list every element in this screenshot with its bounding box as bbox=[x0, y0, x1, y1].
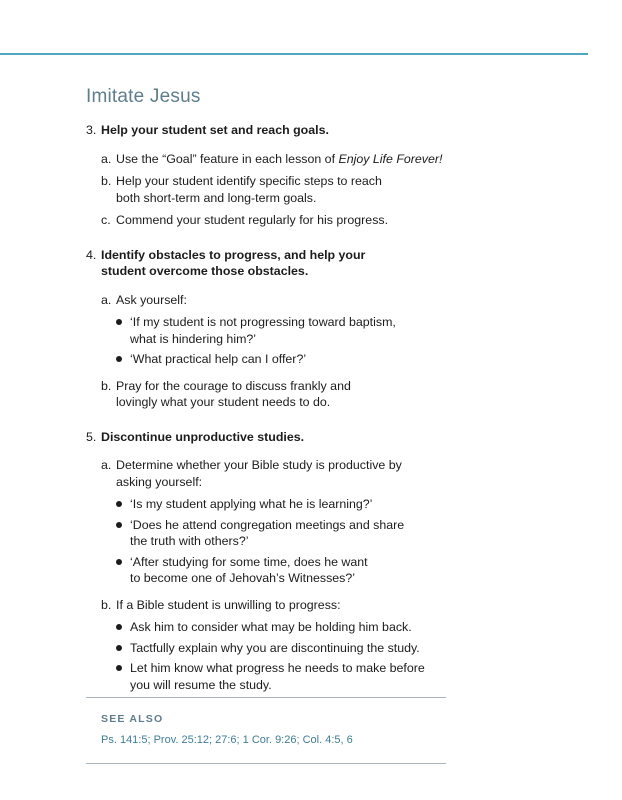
sub-line: lovingly what your student needs to do. bbox=[116, 395, 331, 409]
sub-text: Commend your student regularly for his progress. bbox=[116, 213, 389, 227]
item-heading: Help your student set and reach goals. bbox=[101, 123, 329, 137]
top-accent-rule bbox=[0, 53, 588, 55]
bullet-dot bbox=[116, 645, 122, 651]
bullet-dot bbox=[116, 501, 122, 507]
sub-item bbox=[101, 597, 466, 694]
sub-item bbox=[101, 292, 466, 368]
list-item-4 bbox=[86, 247, 466, 411]
bullet-dot bbox=[116, 665, 122, 671]
see-also-label: SEE ALSO bbox=[101, 713, 164, 725]
bullet-item bbox=[116, 660, 466, 693]
bullet-item bbox=[116, 351, 466, 368]
bullet-line: to become one of Jehovah’s Witnesses?’ bbox=[130, 571, 355, 585]
page-title: Imitate Jesus bbox=[86, 86, 201, 107]
sub-line: asking yourself: bbox=[116, 474, 203, 489]
bullet-line: the truth with others?’ bbox=[130, 534, 249, 548]
sub-line: Pray for the courage to discuss frankly and bbox=[116, 378, 351, 393]
bullet-item bbox=[116, 619, 466, 636]
sub-letter: c. bbox=[101, 213, 111, 227]
item-number: 4. bbox=[86, 247, 97, 262]
sub-letter: a. bbox=[101, 458, 112, 472]
bullet-item bbox=[116, 517, 466, 550]
bullet-line: ‘If my student is not progressing toward baptism, bbox=[130, 315, 396, 329]
bullet-item bbox=[116, 314, 466, 347]
see-also-box bbox=[86, 697, 446, 764]
bullet-dot bbox=[116, 624, 122, 630]
item-heading: Identify obstacles to progress, and help your bbox=[101, 247, 366, 262]
bullet-dot bbox=[116, 522, 122, 528]
sub-letter: a. bbox=[101, 292, 112, 307]
bullet-line: ‘After studying for some time, does he want bbox=[130, 554, 368, 569]
scripture-references-link[interactable]: Ps. 141:5; Prov. 25:12; 27:6; 1 Cor. 9:26; Col. 4:5, 6 bbox=[101, 734, 353, 746]
bullet-dot bbox=[116, 356, 122, 362]
sub-line: Determine whether your Bible study is productive by bbox=[116, 458, 402, 472]
bullet-item bbox=[116, 640, 466, 657]
bullet-line: ‘Is my student applying what he is learning?’ bbox=[130, 497, 373, 511]
bullet-dot bbox=[116, 319, 122, 325]
main-content bbox=[86, 122, 466, 707]
sub-line: both short-term and long-term goals. bbox=[116, 190, 317, 205]
sub-letter: b. bbox=[101, 174, 112, 188]
sub-item bbox=[101, 457, 466, 587]
item-number: 3. bbox=[86, 123, 97, 137]
list-item-5 bbox=[86, 429, 466, 694]
list-item-3 bbox=[86, 122, 466, 229]
sub-item bbox=[101, 151, 466, 168]
sub-letter: b. bbox=[101, 597, 112, 612]
sub-text: Use the “Goal” feature in each lesson of bbox=[116, 151, 339, 166]
sub-item bbox=[101, 378, 466, 411]
sub-letter: b. bbox=[101, 378, 112, 393]
sub-item bbox=[101, 173, 466, 206]
bullet-line: Tactfully explain why you are discontinuing the study. bbox=[130, 640, 420, 655]
item-number: 5. bbox=[86, 429, 97, 444]
bullet-line: you will resume the study. bbox=[130, 677, 272, 692]
bullet-line: ‘What practical help can I offer?’ bbox=[130, 352, 307, 366]
sub-text: Ask yourself: bbox=[116, 292, 187, 307]
bullet-line: ‘Does he attend congregation meetings and share bbox=[130, 517, 405, 532]
bullet-line: what is hindering him?’ bbox=[130, 331, 257, 346]
sub-line: Help your student identify specific steps to reach bbox=[116, 174, 382, 188]
sub-item bbox=[101, 212, 466, 229]
book-title: Enjoy Life Forever! bbox=[338, 151, 443, 166]
bullet-line: Let him know what progress he needs to make before bbox=[130, 661, 425, 675]
sub-letter: a. bbox=[101, 151, 112, 166]
item-heading: student overcome those obstacles. bbox=[101, 264, 309, 278]
bullet-dot bbox=[116, 559, 122, 565]
sub-text: If a Bible student is unwilling to progress: bbox=[116, 597, 341, 612]
bullet-item bbox=[116, 554, 466, 587]
bullet-item bbox=[116, 496, 466, 513]
item-heading: Discontinue unproductive studies. bbox=[101, 429, 305, 444]
bullet-line: Ask him to consider what may be holding him back. bbox=[130, 620, 412, 634]
